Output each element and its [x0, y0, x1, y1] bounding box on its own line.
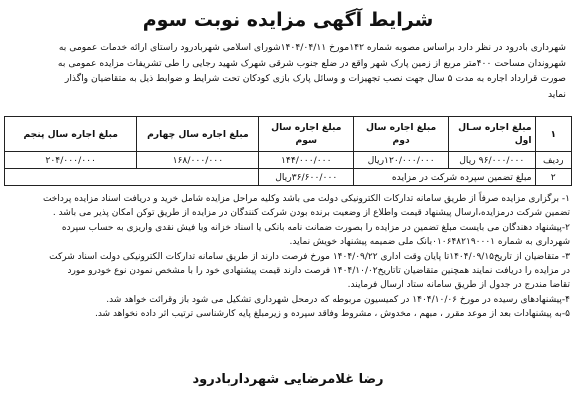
deposit-label: مبلغ تضمین سپرده شرکت در مزایده: [354, 169, 535, 186]
terms-list: [6, 192, 570, 322]
table-header-row: [5, 117, 572, 152]
header-year-4: مبلغ اجاره سال چهارم: [137, 117, 259, 152]
empty-cell: [5, 169, 259, 186]
intro-line: شهروندان مساحت ۴۰۰متر مربع از زمین پارک شهر واقع در ضلع جنوب شرقی شهرک شهید رجایی را طی تشریفات مزایده عمومی به: [57, 57, 566, 69]
value-year-5: ۲۰۴/۰۰۰/۰۰۰: [5, 152, 137, 169]
intro-line: شهرداری بادرود در نظر دارد براساس مصوبه شماره ۱۴۲مورخ ۱۴۰۴/۰۴/۱۱شورای اسلامی شهربادرود راستای ارائه خدمات عمومی به: [58, 42, 566, 53]
term-line: در مزایده را دریافت نمایند همچنین متقاضیان تاتاریخ۱۴۰۴/۱۰/۰۲ فرصت دارند قیمت پیشنهادی خود را با مشخص نمودن نوع خودرو مورد: [67, 266, 570, 277]
intro-line: صورت قرارداد اجاره به مدت ۵ سال جهت نصب تجهیزات و وسائل پارک بازی کودکان تحت شرایط و ضوابط ذیل به متقاضیان واگذار: [64, 73, 566, 84]
term-line: ۱- برگزاری مزایده صرفاً از طریق سامانه تدارکات الکترونیکی دولت می باشد وکلیه مراحل مزایده شامل خرید و دریافت اسناد مزایده پرداخت: [42, 194, 570, 204]
term-line: تضمین شرکت درمزایده،ارسال پیشنهاد قیمت واطلاع از وضعیت برنده بودن شرکت کنندگان در مزایده از طریق توکن امکان پذیر می باشد .: [52, 208, 570, 219]
term-line: ۵-به پیشنهادات بعد از موعد مقرر ، مبهم ، مخدوش ، مشروط وفاقد سپرده و زیرمبلغ پایه کارشناسی ترتیب اثر داده نخواهد شد.: [94, 309, 570, 320]
deposit-row: [5, 169, 572, 186]
table-row: [5, 152, 572, 169]
deposit-value: ۳۶/۶۰۰/۰۰۰ریال: [259, 169, 354, 186]
value-year-3: ۱۴۴/۰۰۰/۰۰۰: [259, 152, 354, 169]
term-line: شهرداری به شماره ۰۱۰۶۴۸۲۱۹۰۰۰۱بانک ملی ضمیمه پیشنهاد خویش نماید.: [289, 237, 570, 248]
value-year-4: ۱۶۸/۰۰۰/۰۰۰: [137, 152, 259, 169]
value-year-2: ۱۲۰/۰۰۰/۰۰۰ریال: [354, 152, 449, 169]
signer-name: رضا غلامرضایی شهرداربادرود: [192, 372, 384, 387]
intro-line: نماید: [547, 88, 566, 100]
row-number-cell: ۱: [535, 117, 571, 152]
deposit-row-number: ۲: [535, 169, 571, 186]
radif-label-cell: ردیف: [535, 152, 571, 169]
intro-paragraph: [10, 40, 566, 102]
header-year-2: مبلغ اجاره سال دوم: [354, 117, 449, 152]
header-year-1: مبلغ اجاره سـال اول: [449, 117, 536, 152]
term-line: ۲-پیشنهاد دهندگان می بایست مبلغ تضمین در مزایده را بصورت ضمانت نامه بانکی یا اسناد خزانه ویا فیش نقدی واریزی به حساب سپرده: [61, 222, 570, 233]
term-line: ۴-پیشنهادهای رسیده در مورخ ۱۴۰۴/۱۰/۰۶ در کمیسیون مربوطه که درمحل شهرداری تشکیل می شود باز وقرائت خواهد شد.: [106, 294, 570, 305]
rent-prices-table: [4, 116, 572, 186]
term-line: تقاضا مندرج در جدول از طریق سامانه ستاد ارسال فرمایند.: [347, 280, 570, 291]
header-year-5: مبلغ اجاره سال پنجم: [5, 117, 137, 152]
term-line: ۳- متقاضیان از تاریخ۱۴۰۴/۰۹/۱۵تا پایان وقت اداری ۱۴۰۴/۰۹/۲۲ مورخ فرصت دارند از طریق سامانه تدارکات الکترونیکی دولت اسناد شرکت: [49, 251, 570, 262]
header-year-3: مبلغ اجاره سال سوم: [259, 117, 354, 152]
value-year-1: ۹۶/۰۰۰/۰۰۰ ریال: [449, 152, 536, 169]
notice-title: شرایط آگهی مزایده نوبت سوم: [142, 9, 434, 31]
